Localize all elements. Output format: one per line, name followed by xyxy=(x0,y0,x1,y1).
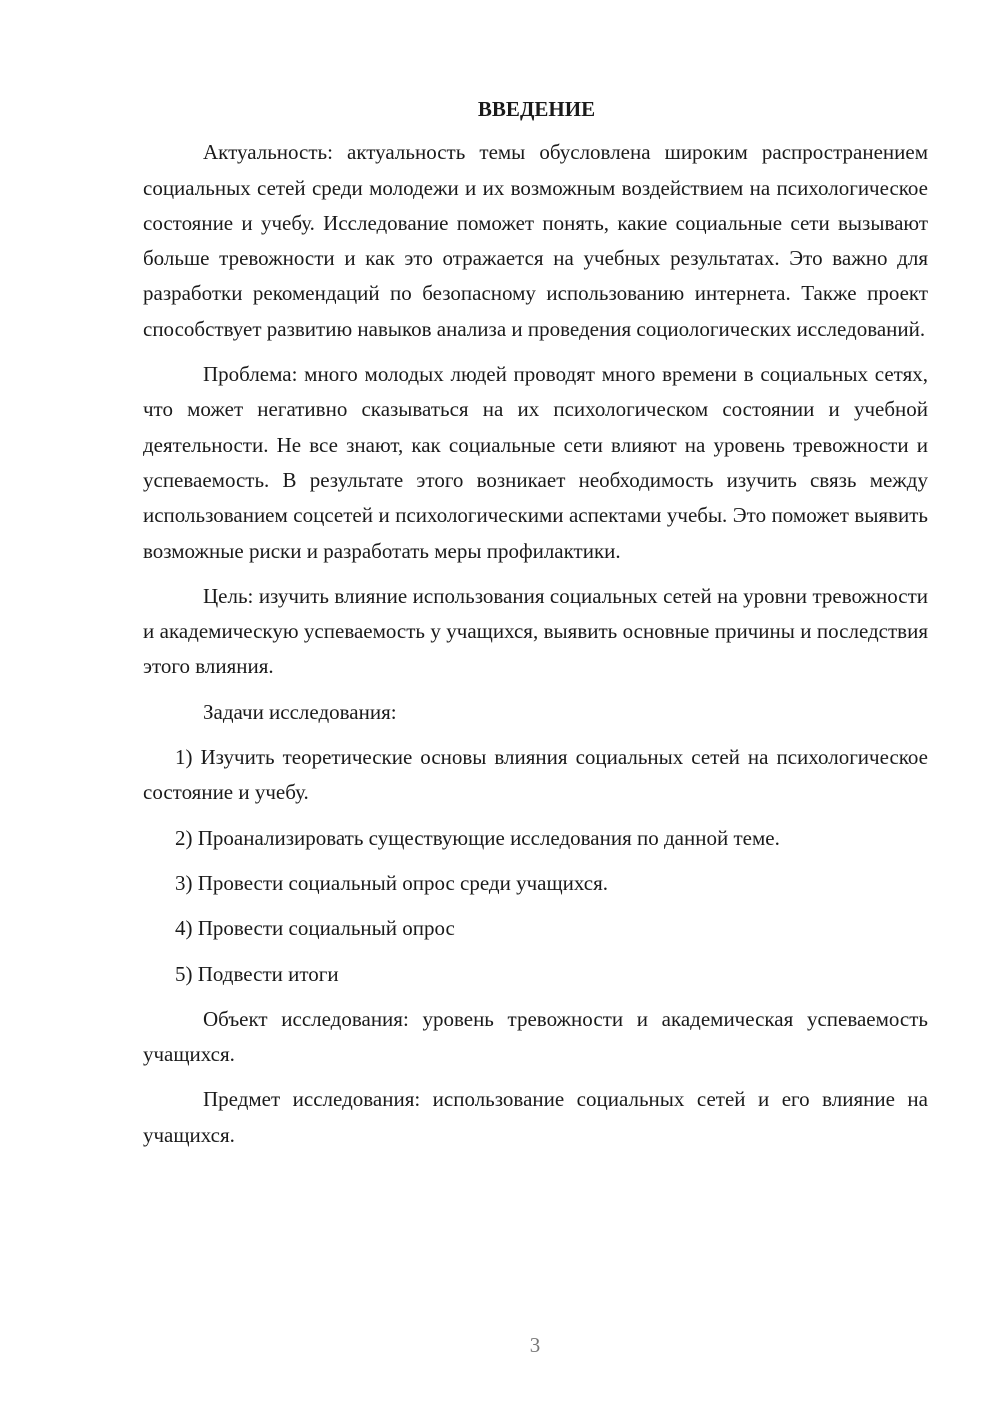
relevance-paragraph: Актуальность: актуальность темы обусловлена широким распространением социальных сетей среди молодежи и их возможным воздействием на психологическое состояние и учебу. Исследование поможет понять, какие социальные сети вызывают больше тревожности и как это отражается на учебных результатах. Это важно для разработки рекомендаций по безопасному использованию интернета. Также проект способствует развитию навыков анализа и проведения социологических исследований. xyxy=(143,140,928,341)
task-item-4: 4) Провести социальный опрос xyxy=(175,916,455,941)
document-page xyxy=(143,92,928,1163)
page-title: ВВЕДЕНИЕ xyxy=(477,97,596,121)
tasks-heading: Задачи исследования: xyxy=(203,699,397,724)
task-item-1: 1) Изучить теоретические основы влияния социальных сетей на психологическое состояние и учебу. xyxy=(143,745,928,805)
page-number: 3 xyxy=(529,1333,541,1357)
object-paragraph: Объект исследования: уровень тревожности и академическая успеваемость учащихся. xyxy=(143,1006,928,1067)
goal-paragraph: Цель: изучить влияние использования социальных сетей на уровни тревожности и академическую успеваемость у учащихся, выявить основные причины и последствия этого влияния. xyxy=(143,583,928,679)
problem-paragraph: Проблема: много молодых людей проводят много времени в социальных сетях, что может негативно сказываться на их психологическом состоянии и учебной деятельности. Не все знают, как социальные сети влияют на уровень тревожности и успеваемость. В результате этого возникает необходимость изучить связь между использованием соцсетей и психологическими аспектами учебы. Это поможет выявить возможные риски и разработать меры профилактики. xyxy=(143,362,928,563)
task-item-5: 5) Подвести итоги xyxy=(175,961,339,986)
task-item-3: 3) Провести социальный опрос среди учащихся. xyxy=(175,870,609,895)
subject-paragraph: Предмет исследования: использование социальных сетей и его влияние на учащихся. xyxy=(143,1087,928,1147)
task-item-2: 2) Проанализировать существующие исследования по данной теме. xyxy=(175,825,780,850)
